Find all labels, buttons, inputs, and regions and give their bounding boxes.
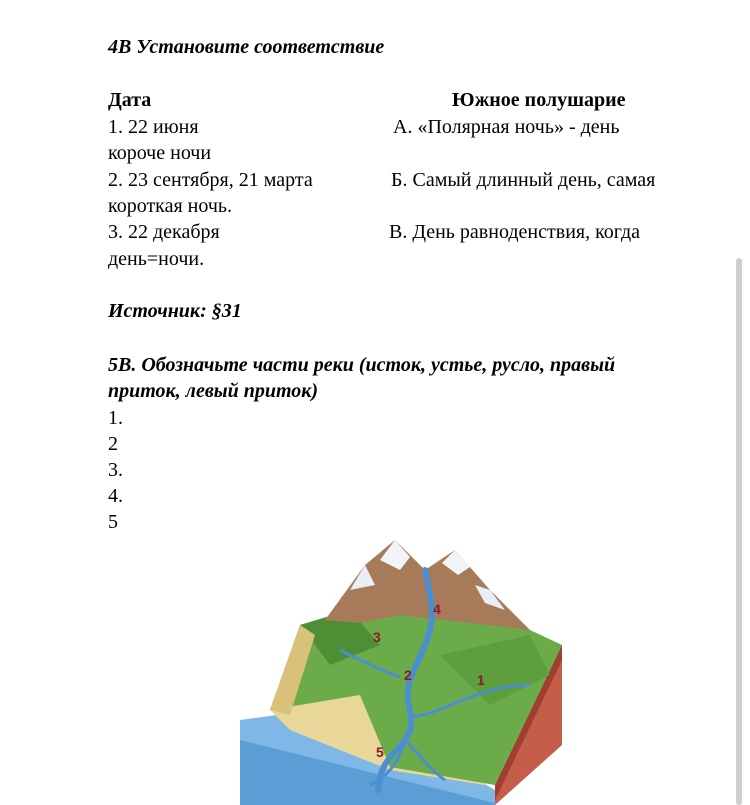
task5-heading-cont: приток, левый приток) xyxy=(108,380,319,402)
river-landscape-diagram xyxy=(230,535,570,805)
column-header-date: Дата xyxy=(108,89,152,111)
task4-heading: 4В Установите соответствие xyxy=(108,36,385,58)
answer-line-5: 5 xyxy=(108,511,118,533)
match-item-a-cont: короче ночи xyxy=(108,142,212,164)
answer-line-3: 3. xyxy=(108,459,123,481)
match-item-c-cont: день=ночи. xyxy=(108,248,205,270)
match-item-c: В. День равноденствия, когда xyxy=(389,221,641,243)
column-header-hemisphere: Южное полушарие xyxy=(452,89,626,111)
scrollbar[interactable] xyxy=(736,258,742,805)
answer-line-2: 2 xyxy=(108,433,118,455)
task5-heading: 5В. Обозначьте части реки (исток, устье, русло, правый xyxy=(108,354,616,376)
source-reference: Источник: §31 xyxy=(108,300,242,322)
match-item-a: А. «Полярная ночь» - день xyxy=(393,116,620,138)
diagram-label-2: 2 xyxy=(404,667,412,683)
diagram-label-4: 4 xyxy=(433,601,441,617)
match-item-b: Б. Самый длинный день, самая xyxy=(391,169,656,191)
answer-line-4: 4. xyxy=(108,485,123,507)
date-item-2: 2. 23 сентября, 21 марта xyxy=(108,169,313,191)
match-item-b-cont: короткая ночь. xyxy=(108,195,233,217)
date-item-3: 3. 22 декабря xyxy=(108,221,220,243)
diagram-label-1: 1 xyxy=(477,672,485,688)
answer-line-1: 1. xyxy=(108,407,123,429)
diagram-label-3: 3 xyxy=(373,629,381,645)
diagram-label-5: 5 xyxy=(376,744,384,760)
date-item-1: 1. 22 июня xyxy=(108,116,199,138)
